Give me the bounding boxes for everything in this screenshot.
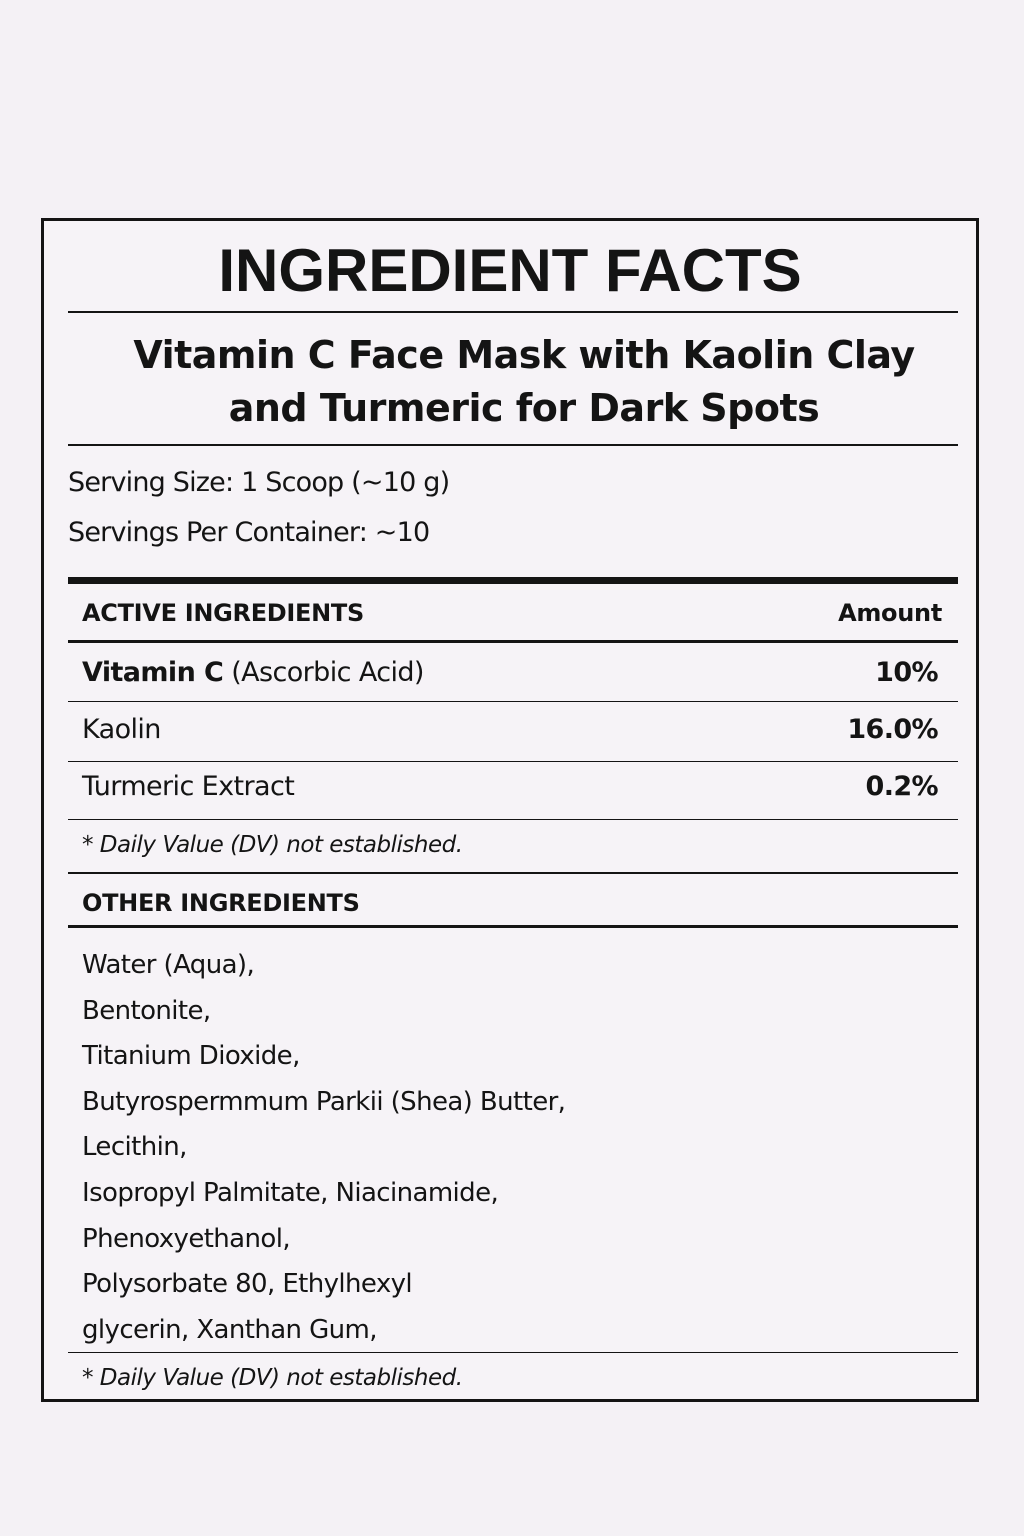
divider-thin — [68, 761, 958, 762]
panel-title: INGREDIENT FACTS — [218, 237, 802, 304]
product-name-line-1: Vitamin C Face Mask with Kaolin Clay — [133, 333, 915, 377]
other-ingredients-list — [82, 943, 902, 1353]
servings-per-container: Servings Per Container: ~10 — [68, 517, 430, 548]
active-ingredient-name — [82, 714, 161, 745]
serving-size: Serving Size: 1 Scoop (~10 g) — [68, 467, 450, 498]
active-ingredients-heading: ACTIVE INGREDIENTS — [82, 599, 364, 627]
divider-thick — [68, 577, 958, 584]
other-ingredient-line: Phenoxyethanol, — [82, 1223, 290, 1254]
divider-thin — [68, 701, 958, 702]
divider-thin — [68, 1352, 958, 1353]
ingredient-name-detail: Turmeric Extract — [82, 771, 295, 802]
other-ingredients-heading: OTHER INGREDIENTS — [82, 889, 360, 917]
active-ingredient-name — [82, 771, 294, 802]
active-ingredient-amount: 16.0% — [847, 714, 938, 745]
ingredient-name-detail: Kaolin — [82, 714, 161, 745]
active-ingredient-amount: 10% — [875, 657, 938, 688]
other-ingredient-line: Isopropyl Palmitate, Niacinamide, — [82, 1177, 499, 1208]
product-name — [104, 329, 944, 435]
other-ingredient-line: glycerin, Xanthan Gum, — [82, 1314, 377, 1345]
active-ingredient-amount: 0.2% — [865, 771, 938, 802]
other-ingredient-line: Titanium Dioxide, — [82, 1041, 300, 1072]
amount-heading: Amount — [838, 599, 942, 627]
other-ingredient-line: Butyrospermmum Parkii (Shea) Butter, — [82, 1086, 566, 1117]
active-ingredient-name — [82, 657, 424, 688]
divider-thin — [68, 819, 958, 820]
ingredient-name-bold: Vitamin C — [82, 657, 224, 688]
other-ingredient-line: Water (Aqua), — [82, 950, 255, 980]
divider-thin — [68, 311, 958, 313]
ingredient-name-detail: (Ascorbic Acid) — [223, 657, 424, 688]
divider-thin — [68, 444, 958, 446]
product-name-line-2: and Turmeric for Dark Spots — [228, 386, 820, 430]
dv-footnote: * Daily Value (DV) not established. — [82, 832, 463, 858]
other-ingredient-line: Polysorbate 80, Ethylhexyl — [82, 1269, 413, 1300]
divider-thin — [68, 872, 958, 874]
other-ingredient-line: Bentonite, — [82, 995, 211, 1026]
dv-footnote: * Daily Value (DV) not established. — [82, 1365, 463, 1391]
divider-medium — [68, 640, 958, 643]
ingredient-facts-panel — [41, 218, 979, 1402]
divider-medium — [68, 925, 958, 928]
other-ingredient-line: Lecithin, — [82, 1132, 187, 1163]
